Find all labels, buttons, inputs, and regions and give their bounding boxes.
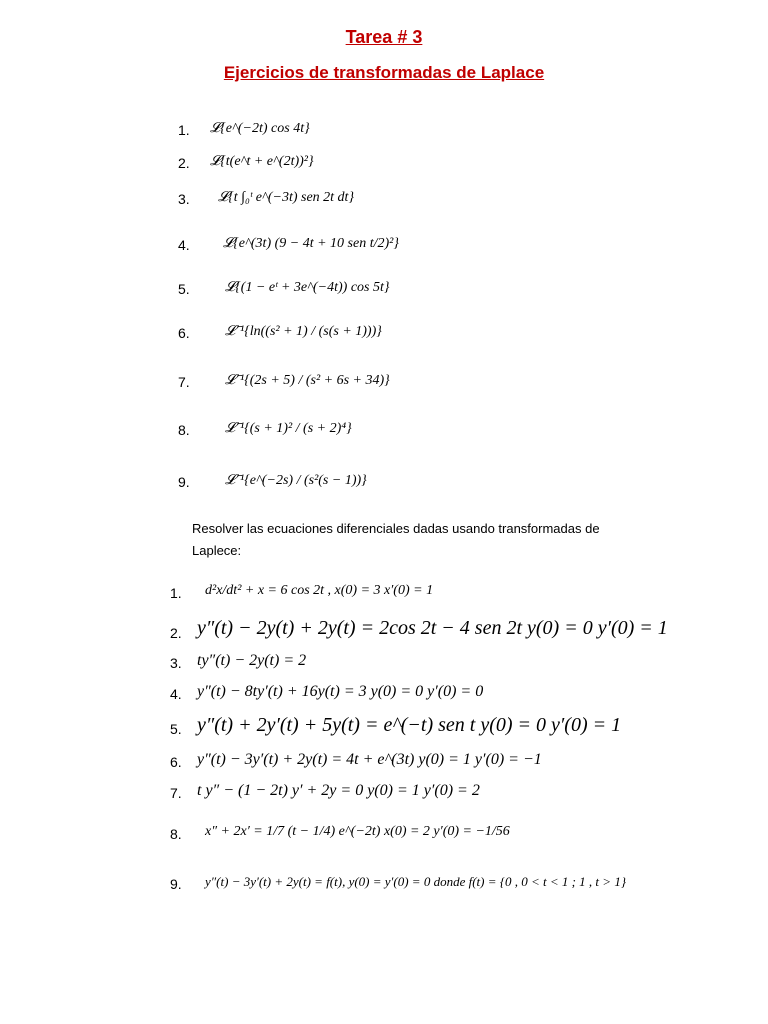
exercise-expression: 𝓛{t ∫₀ᵗ e^(−3t) sen 2t dt} — [218, 190, 355, 205]
equation-number: 8. — [170, 826, 182, 842]
exercise-expression: 𝓛⁻¹{(2s + 5) / (s² + 6s + 34)} — [225, 373, 390, 388]
page-title: Tarea # 3 — [345, 27, 423, 47]
equation-expression: y″(t) − 3y′(t) + 2y(t) = f(t), y(0) = y′(0) = 0 donde f(t) = {0 , 0 < t < 1 ; 1 , t > 1} — [205, 874, 627, 889]
exercise-number: 4. — [178, 237, 190, 253]
equation-expression: x″ + 2x′ = 1/7 (t − 1/4) e^(−2t) x(0) = 2 y′(0) = −1/56 — [205, 824, 510, 839]
equation-expression: ty″(t) − 2y(t) = 2 — [197, 652, 307, 669]
exercise-number: 1. — [178, 122, 190, 138]
equation-expression: y″(t) + 2y′(t) + 5y(t) = e^(−t) sen t y(0) = 0 y′(0) = 1 — [197, 714, 622, 736]
equation-number: 6. — [170, 754, 182, 770]
equation-number: 7. — [170, 785, 182, 801]
equation-expression: d²x/dt² + x = 6 cos 2t , x(0) = 3 x′(0) = 1 — [205, 583, 434, 598]
equation-number: 5. — [170, 721, 182, 737]
exercise-expression: 𝓛{e^(3t) (9 − 4t + 10 sen t/2)²} — [223, 236, 399, 251]
page-subtitle: Ejercicios de transformadas de Laplace — [223, 63, 545, 82]
equation-number: 9. — [170, 876, 182, 892]
exercise-number: 7. — [178, 374, 190, 390]
exercise-expression: 𝓛{t(e^t + e^(2t))²} — [210, 154, 314, 169]
exercise-expression: 𝓛{(1 − eᵗ + 3e^(−4t)) cos 5t} — [225, 280, 390, 295]
exercise-number: 9. — [178, 474, 190, 490]
exercise-expression: 𝓛⁻¹{(s + 1)² / (s + 2)⁴} — [225, 421, 352, 436]
instructions-paragraph: Resolver las ecuaciones diferenciales dadas usando transformadas de Laplece: — [192, 521, 600, 558]
exercise-number: 8. — [178, 422, 190, 438]
equation-number: 1. — [170, 585, 182, 601]
exercise-number: 6. — [178, 325, 190, 341]
exercise-expression: 𝓛⁻¹{e^(−2s) / (s²(s − 1))} — [225, 473, 367, 488]
equation-expression: y″(t) − 2y(t) + 2y(t) = 2cos 2t − 4 sen 2t y(0) = 0 y′(0) = 1 — [197, 617, 668, 639]
exercise-number: 3. — [178, 191, 190, 207]
exercise-number: 5. — [178, 281, 190, 297]
equation-number: 2. — [170, 625, 182, 641]
exercise-number: 2. — [178, 155, 190, 171]
equation-expression: t y″ − (1 − 2t) y′ + 2y = 0 y(0) = 1 y′(0) = 2 — [197, 782, 480, 799]
exercise-expression: 𝓛⁻¹{ln((s² + 1) / (s(s + 1)))} — [225, 324, 382, 339]
equation-expression: y″(t) − 3y′(t) + 2y(t) = 4t + e^(3t) y(0) = 1 y′(0) = −1 — [197, 751, 542, 768]
equation-number: 4. — [170, 686, 182, 702]
exercise-expression: 𝓛{e^(−2t) cos 4t} — [210, 121, 310, 136]
equation-expression: y″(t) − 8ty′(t) + 16y(t) = 3 y(0) = 0 y′(0) = 0 — [197, 683, 484, 700]
equation-number: 3. — [170, 655, 182, 671]
